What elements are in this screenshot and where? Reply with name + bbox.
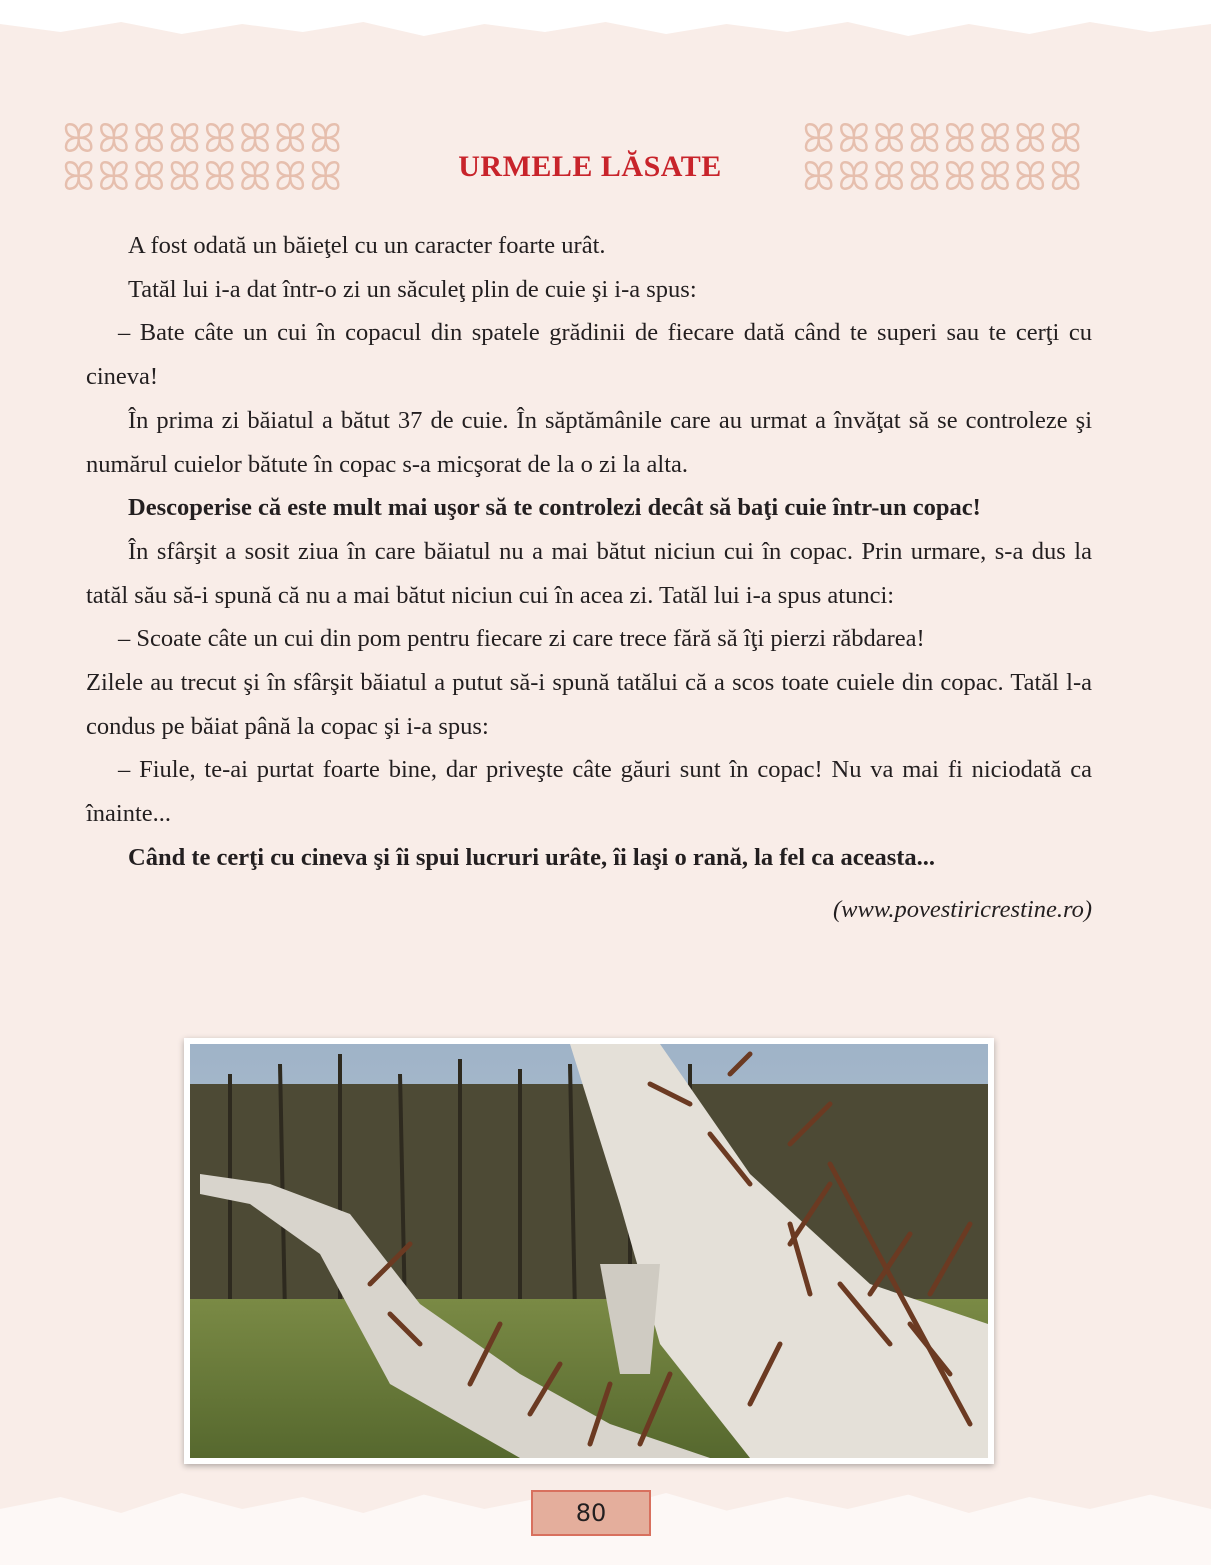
tree-with-nails-photo: [184, 1038, 994, 1464]
paragraph: Zilele au trecut şi în sfârşit băiatul a putut să-i spună tatălui că a scos toate cuiele din copac. Tatăl l-a condus pe băiat până la copac şi i-a spus:: [86, 669, 1092, 740]
page-number: 80: [531, 1490, 651, 1536]
source-citation: (www.povestiricrestine.ro): [832, 895, 1092, 923]
torn-edge-top: [0, 0, 1211, 40]
ornament-right: ꕤꕤꕤꕤꕤꕤꕤꕤ ꕤꕤꕤꕤꕤꕤꕤꕤ: [802, 120, 1085, 200]
moral: Când te cerţi cu cineva şi îi spui lucruri urâte, îi laşi o rană, la fel ca aceasta...: [128, 843, 936, 871]
dialogue: – Scoate câte un cui din pom pentru fiecare zi care trece fără să îţi pierzi răbdarea!: [118, 625, 925, 653]
story-text: [86, 224, 1092, 931]
paragraph: În sfârşit a sosit ziua în care băiatul nu a mai bătut niciun cui în copac. Prin urmare, s-a dus la tatăl său să-i spună că nu a mai bătut niciun cui în acea zi. Tatăl lui i-a spus atunci:: [86, 537, 1092, 609]
paragraph: În prima zi băiatul a bătut 37 de cuie. În săptămânile care au urmat a învăţat să se controleze şi numărul cuielor bătute în copac s-a micşorat de la o zi la alta.: [86, 406, 1092, 478]
paragraph: A fost odată un băieţel cu un caracter foarte urât.: [128, 232, 606, 259]
page-title: URMELE LĂSATE: [458, 150, 722, 183]
paragraph: Tatăl lui i-a dat într-o zi un săculeţ plin de cuie şi i-a spus:: [128, 275, 697, 303]
dialogue: – Bate câte un cui în copacul din spatele grădinii de fiecare dată când te superi sau te cerţi cu cineva!: [86, 319, 1092, 391]
dialogue: – Fiule, te-ai purtat foarte bine, dar priveşte câte găuri sunt în copac! Nu va mai fi niciodată ca înainte...: [86, 756, 1092, 828]
ornament-left: ꕤꕤꕤꕤꕤꕤꕤꕤ ꕤꕤꕤꕤꕤꕤꕤꕤ: [62, 120, 345, 200]
bold-paragraph: Descoperise că este mult mai uşor să te controlezi decât să baţi cuie într-un copac!: [128, 494, 981, 522]
